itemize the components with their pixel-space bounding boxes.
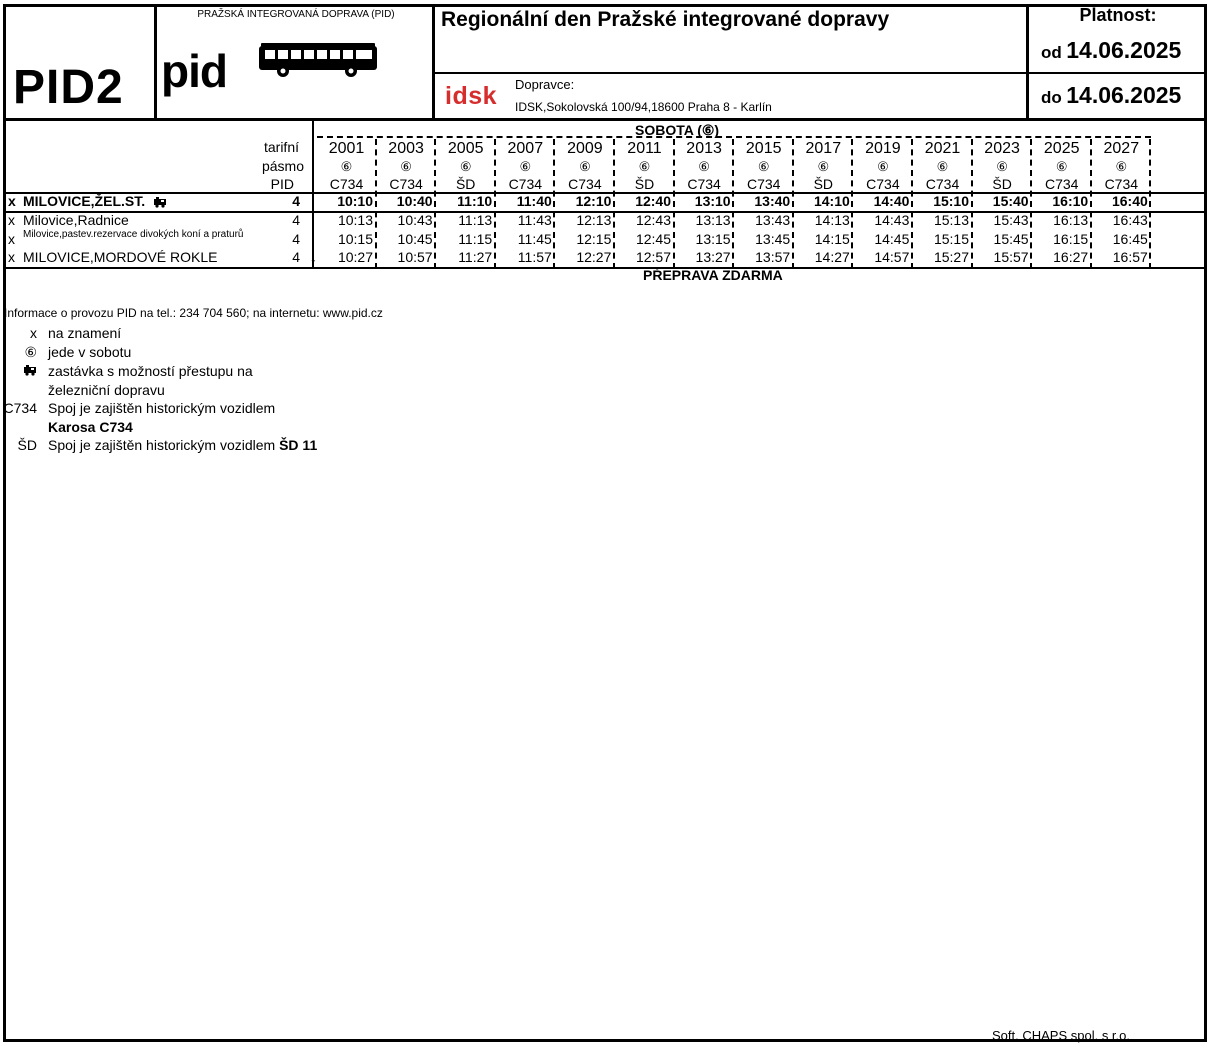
trip-num: 2007: [507, 140, 544, 157]
departure-time: 11:45: [517, 231, 552, 247]
col-header-tariff: tarifní: [263, 139, 299, 155]
departure-time: 11:57: [517, 249, 552, 265]
legend-text: [48, 363, 253, 379]
timetable: [3, 121, 1207, 281]
trip-sym: ⑥: [459, 159, 472, 174]
legend-symbol: ŠD: [17, 437, 37, 453]
trip-sym: ⑥: [698, 159, 710, 174]
departure-time: 14:13: [814, 212, 850, 228]
trip-num: 2027: [1103, 140, 1140, 157]
trip-sym: ⑥: [877, 159, 889, 174]
stop-name-text: MILOVICE,MORDOVÉ ROKLE: [23, 249, 218, 265]
departure-time: 14:45: [874, 231, 910, 247]
departure-time: 15:10: [933, 193, 969, 209]
trip-type: C734: [687, 176, 721, 192]
trip-type: C734: [1044, 176, 1079, 192]
departure-time: 16:27: [1053, 249, 1089, 265]
legend-symbol: x: [30, 325, 37, 341]
trip-num: 2023: [984, 140, 1020, 157]
trip-sym: ⑥: [638, 159, 651, 174]
departure-time: 14:10: [813, 193, 850, 209]
departure-time: 14:57: [874, 249, 910, 265]
trip-type: ŠD: [455, 176, 476, 192]
table-row: [3, 249, 1207, 268]
on-request-mark: x: [8, 193, 16, 209]
validity-box: [1029, 4, 1207, 118]
departure-time: 10:15: [337, 231, 373, 247]
col-header-zone: pásmo: [261, 158, 304, 174]
departure-time: 12:57: [635, 249, 671, 265]
departure-time: 13:13: [695, 212, 731, 228]
trip-num: 2019: [865, 140, 901, 157]
valid-to-date: 14.06.2025: [1066, 82, 1182, 108]
trip-sym: ⑥: [757, 159, 770, 174]
departure-time: 15:43: [993, 212, 1029, 228]
trip-type: ŠD: [813, 176, 834, 192]
departure-time: 12:27: [576, 249, 612, 265]
on-request-mark: x: [8, 231, 15, 247]
trip-type: ŠD: [634, 176, 655, 192]
line-number-box: [3, 4, 157, 118]
trip-sym: ⑥: [579, 159, 591, 174]
trip-num: 2001: [328, 140, 365, 157]
trip-num: 2005: [447, 140, 484, 157]
trip-type: C734: [329, 176, 364, 192]
trip-sym: ⑥: [340, 159, 353, 174]
trip-num: 2025: [1043, 140, 1080, 157]
departure-time: 15:45: [993, 231, 1029, 247]
departure-time: 12:43: [635, 212, 671, 228]
legend-text-line: zastávka s možností přestupu na: [48, 363, 253, 379]
trip-type: C734: [925, 176, 960, 192]
legend-symbol: [1, 363, 37, 379]
trip-sym: ⑥: [1115, 159, 1128, 174]
departure-time: 16:57: [1112, 249, 1148, 265]
trip-num: 2009: [567, 140, 603, 157]
pid-logo: pid: [161, 45, 227, 97]
valid-from: [1041, 37, 1181, 64]
trip-sym: ⑥: [936, 159, 949, 174]
table-row: [3, 193, 1207, 212]
departure-time: 13:40: [754, 193, 791, 209]
departure-time: 15:13: [933, 212, 969, 228]
departure-time: 10:45: [397, 231, 433, 247]
departure-time: 15:57: [993, 249, 1029, 265]
software-credit: Soft. CHAPS spol. s r.o.: [992, 1028, 1130, 1043]
validity-label: Platnost:: [1079, 5, 1157, 25]
trip-type: C734: [746, 176, 781, 192]
tariff-zone: 4: [292, 231, 300, 247]
stop-name: [23, 212, 129, 228]
departure-time: 12:15: [576, 231, 612, 247]
departure-time: 14:15: [814, 231, 850, 247]
trip-type: C734: [568, 176, 602, 192]
header: [3, 4, 1207, 118]
col-header-pid: PID: [270, 176, 294, 192]
free-transport-note: PŘEPRAVA ZDARMA: [643, 267, 783, 283]
departure-time: 11:40: [516, 193, 552, 209]
legend-symbol: ⑥: [24, 344, 37, 360]
departure-time: 14:40: [873, 193, 910, 209]
stop-name-text: Milovice,pastev.rezervace divokých koní a praturů: [23, 229, 244, 240]
departure-time: 13:43: [755, 212, 791, 228]
valid-from-prefix: od: [1041, 43, 1062, 62]
table-row: [3, 231, 1207, 250]
legend-text: [48, 325, 121, 341]
on-request-mark: x: [8, 212, 15, 228]
trip-num: 2011: [627, 140, 662, 157]
trip-num: 2021: [924, 140, 961, 157]
legend-text-line: železniční dopravu: [48, 381, 165, 398]
trip-type: C734: [389, 176, 423, 192]
day-header: SOBOTA (⑥): [635, 122, 720, 138]
carrier-address: IDSK,Sokolovská 100/94,18600 Praha 8 - Karlín: [515, 100, 772, 114]
departure-time: 15:15: [933, 231, 969, 247]
on-request-mark: x: [8, 249, 15, 265]
train-icon: [153, 197, 167, 208]
trip-num: 2013: [686, 140, 722, 157]
departure-time: 10:10: [337, 193, 373, 209]
departure-time: 14:27: [814, 249, 850, 265]
train-icon: [23, 365, 37, 376]
trip-num: 2015: [745, 140, 782, 157]
tariff-zone: 4: [292, 249, 300, 265]
trip-sym: ⑥: [817, 159, 830, 174]
organization-box: [157, 4, 435, 118]
valid-to: [1041, 82, 1181, 109]
departure-time: 13:27: [695, 249, 731, 265]
valid-to-prefix: do: [1041, 88, 1062, 107]
title-divider: [435, 72, 1029, 74]
departure-time: 16:15: [1053, 231, 1089, 247]
validity-divider: [1029, 72, 1207, 74]
departure-time: 11:43: [517, 212, 552, 228]
stop-name: [23, 229, 243, 240]
trip-sym: ⑥: [1055, 159, 1068, 174]
trip-num: 2017: [805, 140, 842, 157]
valid-from-date: 14.06.2025: [1066, 37, 1182, 63]
legend-text: [48, 344, 131, 360]
trip-sym: ⑥: [519, 159, 532, 174]
organization-name: PRAŽSKÁ INTEGROVANÁ DOPRAVA (PID): [197, 9, 395, 20]
departure-time: 15:27: [933, 249, 969, 265]
departure-time: 12:40: [635, 193, 671, 209]
tariff-zone: 4: [292, 212, 300, 228]
departure-time: 12:10: [575, 193, 612, 209]
departure-time: 11:13: [458, 212, 493, 228]
trip-type: C734: [866, 176, 900, 192]
stop-name-text: Milovice,Radnice: [23, 212, 129, 228]
stop-name: [23, 249, 217, 265]
legend-bold-suffix: ŠD 11: [279, 437, 318, 453]
departure-time: 16:13: [1053, 212, 1089, 228]
legend-text: [48, 382, 165, 398]
legend-text-line: Spoj je zajištěn historickým vozidlem: [48, 400, 276, 416]
trip-type: C734: [1104, 176, 1139, 192]
legend-text-line: na znamení: [48, 325, 122, 341]
departure-time: 16:40: [1111, 193, 1148, 209]
departure-time: 10:43: [397, 212, 433, 228]
line-number: PID2: [13, 61, 124, 114]
departure-time: 10:40: [396, 193, 433, 209]
legend-text: [48, 437, 317, 453]
departure-time: 11:10: [457, 193, 493, 209]
page-title: Regionální den Pražské integrované dopravy: [441, 8, 890, 31]
carrier-label: Dopravce:: [515, 77, 575, 92]
departure-time: 16:45: [1112, 231, 1148, 247]
departure-time: 13:10: [694, 193, 731, 209]
stop-name-text: MILOVICE,ŽEL.ST.: [23, 193, 146, 209]
departure-time: 12:13: [576, 212, 612, 228]
departure-time: 10:27: [337, 249, 373, 265]
trip-sym: ⑥: [400, 159, 412, 174]
carrier-logo: idsk: [445, 82, 498, 110]
direction-arrow: ↓: [310, 249, 317, 265]
legend-symbol: C734: [3, 400, 37, 416]
departure-time: 16:10: [1052, 193, 1089, 209]
departure-time: 11:27: [458, 249, 493, 265]
legend-bold-line: Karosa C734: [48, 418, 133, 435]
title-box: [435, 4, 1029, 118]
departure-time: 13:15: [695, 231, 731, 247]
trip-type: ŠD: [992, 176, 1012, 192]
departure-time: 13:57: [755, 249, 791, 265]
legend-text-line: Spoj je zajištěn historickým vozidlem: [48, 437, 280, 453]
departure-time: 16:43: [1112, 212, 1148, 228]
departure-time: 12:45: [635, 231, 671, 247]
day-header-dashline: [317, 136, 1151, 138]
departure-time: 15:40: [992, 193, 1029, 209]
departure-time: 14:43: [874, 212, 910, 228]
trip-sym: ⑥: [996, 159, 1008, 174]
legend-text-line: jede v sobotu: [48, 344, 132, 360]
bus-icon: [257, 40, 379, 80]
departure-time: 10:57: [397, 249, 433, 265]
departure-time: 11:15: [458, 231, 493, 247]
departure-time: 10:13: [337, 212, 373, 228]
trip-type: C734: [508, 176, 543, 192]
legend-text: [48, 400, 275, 416]
info-line: Informace o provozu PID na tel.: 234 704 560; na internetu: www.pid.cz: [4, 306, 383, 320]
departure-time: 13:45: [755, 231, 791, 247]
tariff-zone: 4: [292, 193, 300, 209]
stop-name: [23, 193, 167, 209]
trip-num: 2003: [388, 140, 424, 157]
